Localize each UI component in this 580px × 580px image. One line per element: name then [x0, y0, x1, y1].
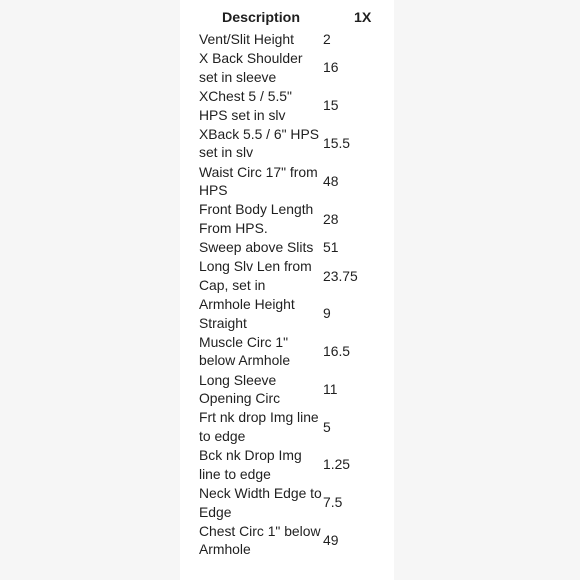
table-row [198, 238, 410, 257]
size-column-header: 1X [354, 10, 372, 27]
table-row [198, 49, 410, 87]
measurement-value: 16.5 [323, 343, 351, 360]
measurement-description: Armhole Height Straight [199, 296, 295, 331]
measurement-description: Frt nk drop Img line to edge [199, 409, 319, 444]
table-row [198, 446, 410, 484]
description-column-header: Description [221, 10, 301, 27]
measurement-description: X Back Shoulder set in sleeve [199, 50, 303, 85]
measurement-value: 15 [323, 97, 339, 114]
measurement-description: Long Slv Len from Cap, set in [199, 258, 312, 293]
measurement-value: 15.5 [323, 135, 351, 152]
measurement-description: Chest Circ 1" below Armhole [199, 522, 321, 558]
measurement-value: 2 [323, 31, 331, 47]
measurement-description: Long Sleeve Opening Circ [199, 371, 281, 407]
measurement-description: Neck Width Edge to Edge [199, 484, 322, 520]
table-row [198, 521, 410, 559]
size-spec-table [198, 8, 410, 559]
measurement-value: 1.25 [323, 456, 351, 473]
table-row [198, 28, 410, 49]
table-row [198, 200, 410, 238]
table-row [198, 484, 410, 522]
measurement-value: 23.75 [323, 267, 358, 284]
measurement-description: XBack 5.5 / 6" HPS set in slv [199, 125, 319, 161]
measurement-description: Bck nk Drop Img line to edge [199, 447, 302, 482]
table-row [198, 370, 410, 408]
measurement-description: Waist Circ 17" from HPS [199, 163, 318, 199]
measurement-value: 16 [323, 59, 339, 76]
table-row [198, 124, 410, 162]
measurement-value: 49 [323, 532, 339, 549]
table-row [198, 162, 410, 200]
measurement-value: 11 [323, 380, 338, 397]
measurement-value: 7.5 [323, 494, 343, 511]
measurement-description: Sweep above Slits [199, 239, 314, 256]
measurement-value: 48 [323, 172, 339, 189]
table-row [198, 87, 410, 125]
measurement-value: 28 [323, 210, 339, 227]
measurement-description: XChest 5 / 5.5" HPS set in slv [199, 87, 292, 123]
measurement-value: 51 [323, 239, 339, 256]
measurement-value: 9 [323, 305, 331, 322]
measurement-description: Front Body Length From HPS. [199, 201, 314, 236]
measurement-description: Muscle Circ 1" below Armhole [199, 333, 291, 369]
measurement-description: Vent/Slit Height [199, 31, 294, 47]
table-row [198, 408, 410, 446]
measurement-value: 5 [323, 418, 331, 435]
table-header-row [198, 8, 410, 28]
table-row [198, 333, 410, 371]
table-row [198, 257, 410, 295]
table-row [198, 295, 410, 333]
